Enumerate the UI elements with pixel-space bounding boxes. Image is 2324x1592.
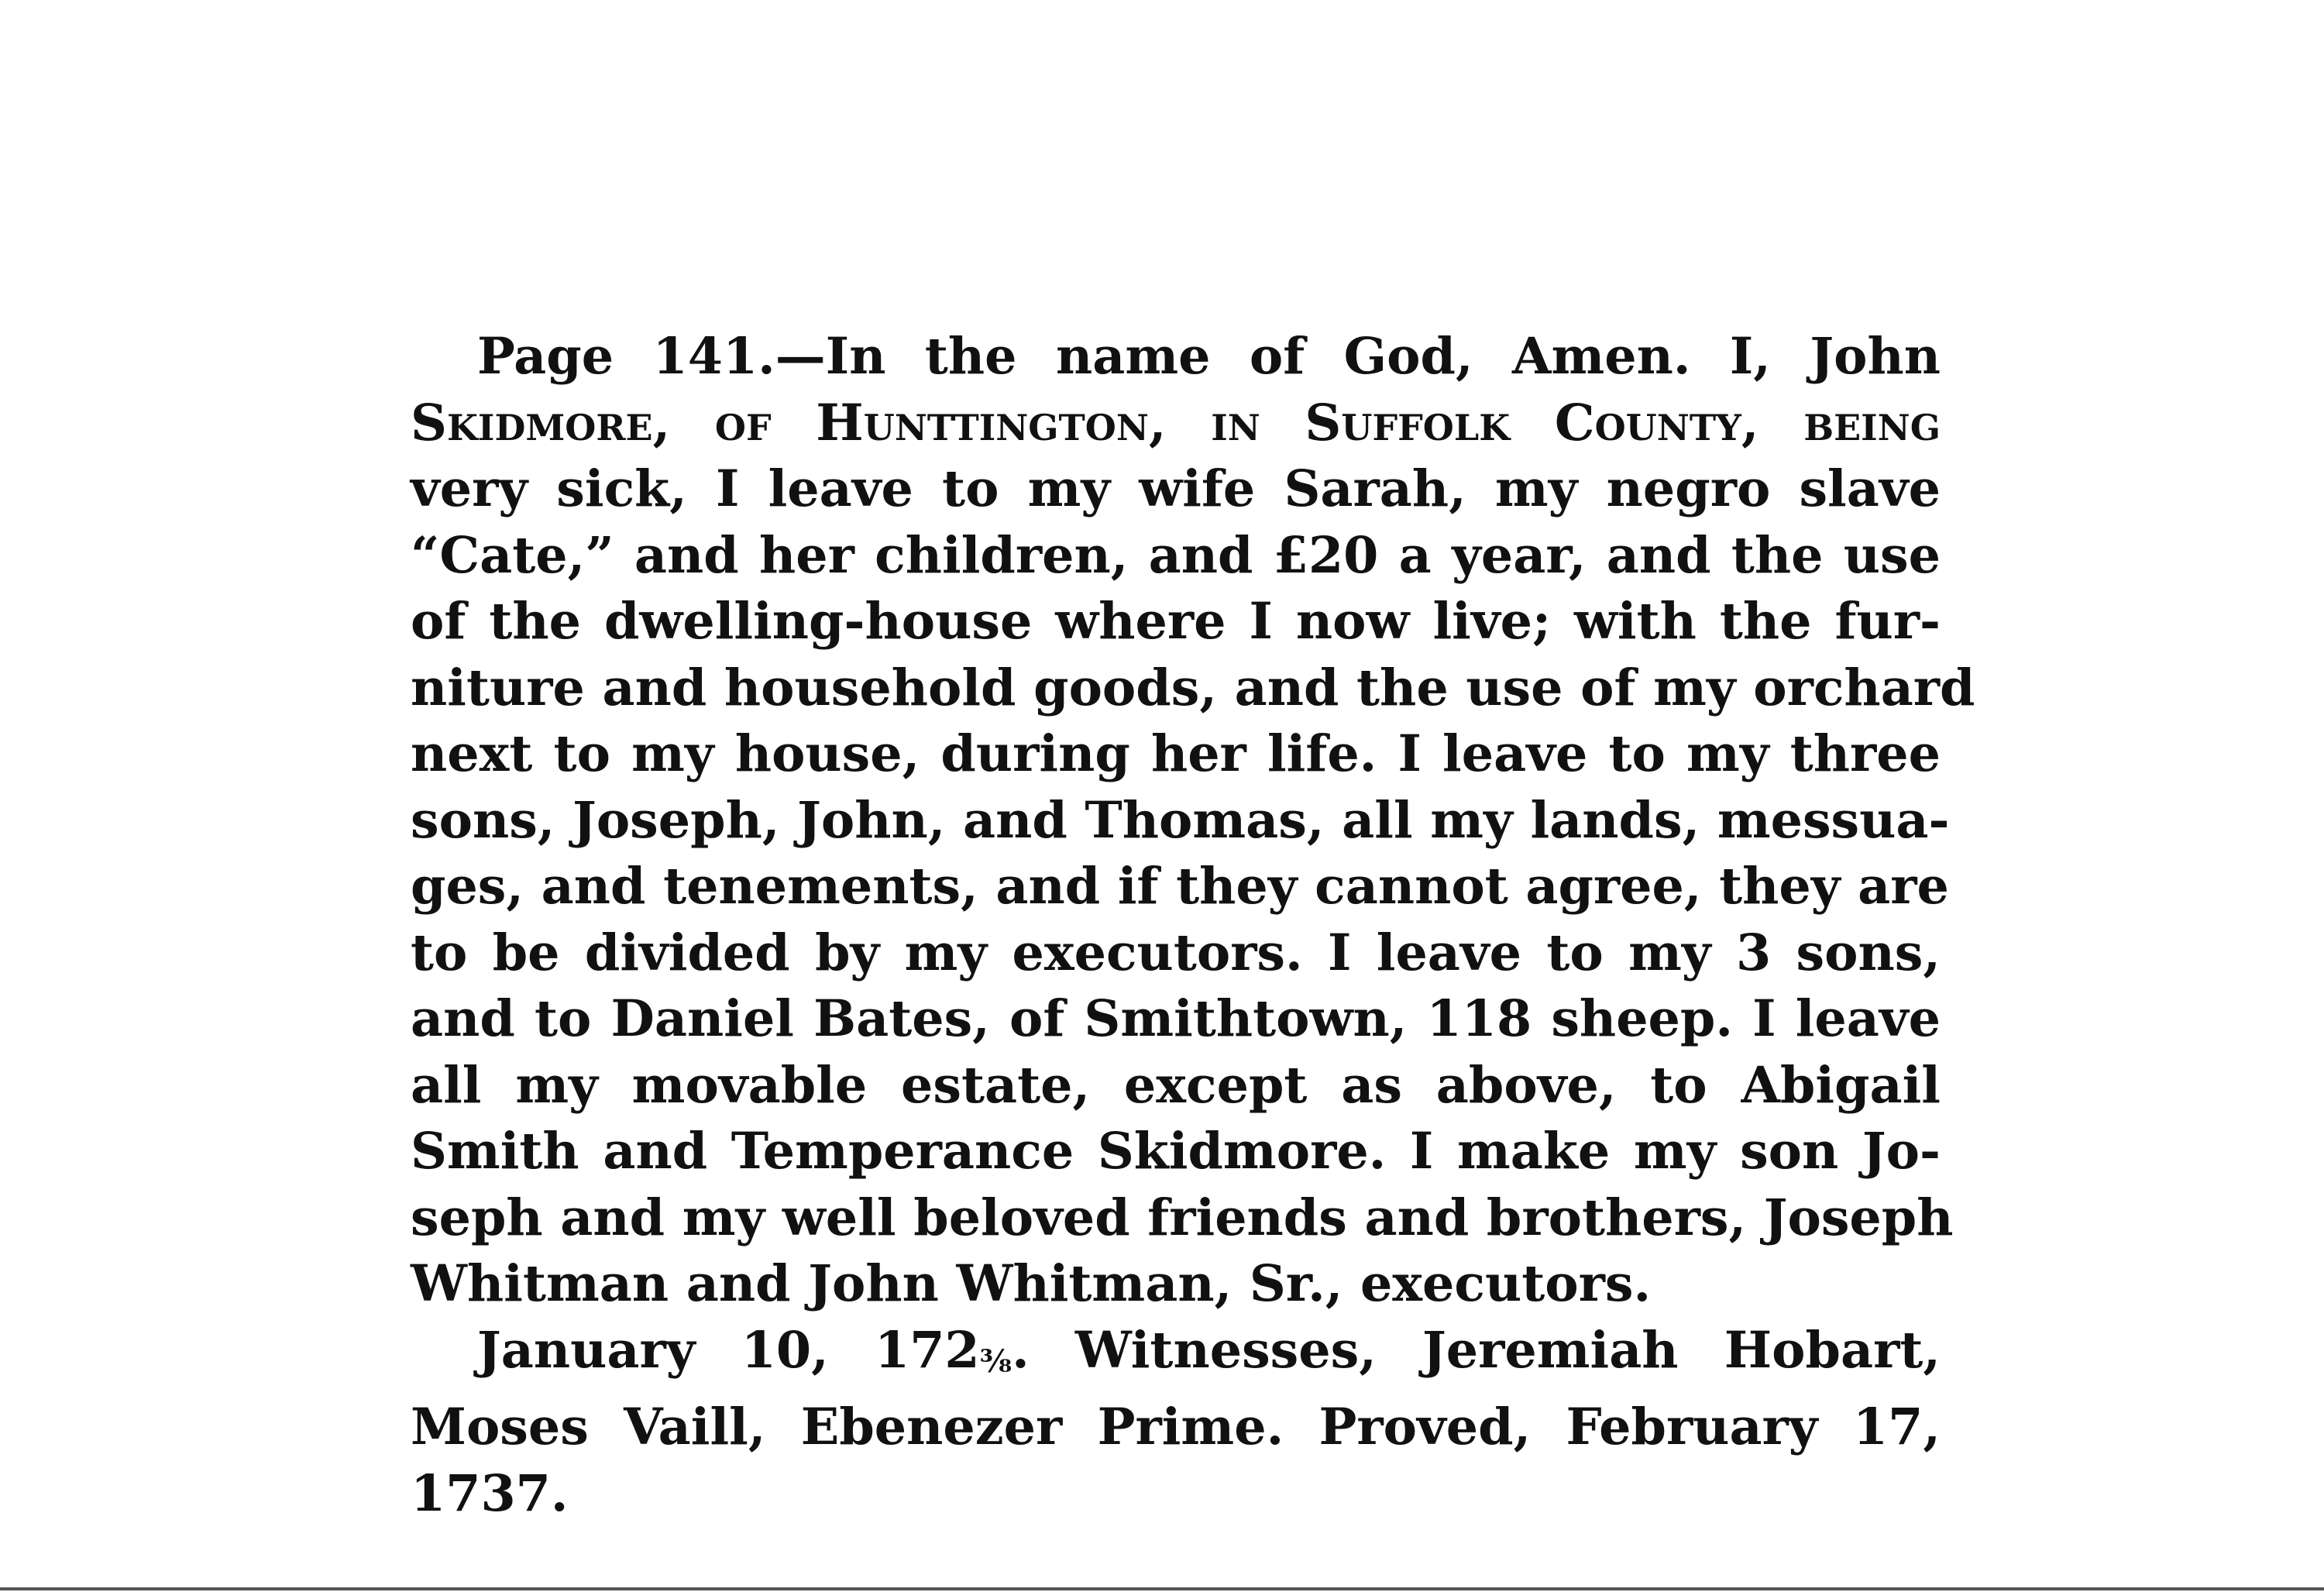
text-line: 1737. bbox=[411, 1463, 569, 1523]
date-witness-line bbox=[411, 1318, 1941, 1395]
text-line: “Cate,” and her children, and £20 a year, and the use bbox=[411, 525, 1941, 585]
text-line: seph and my well beloved friends and brothers, Joseph bbox=[411, 1188, 1954, 1247]
text-line: next to my house, during her life. I leave to my three bbox=[411, 724, 1941, 783]
text-line: to be divided by my executors. I leave to my 3 sons, bbox=[411, 923, 1941, 982]
text-line: Skidmore, of Hunttington, in Suffolk County, being bbox=[411, 393, 1941, 452]
text-line: of the dwelling-house where I now live; with the fur- bbox=[411, 592, 1941, 651]
date-text: January 10, 172 bbox=[477, 1320, 980, 1380]
text-line: Whitman and John Whitman, Sr., executors. bbox=[411, 1254, 1652, 1313]
will-paragraph bbox=[411, 324, 1975, 1318]
text-line: sons, Joseph, John, and Thomas, all my lands, messua- bbox=[411, 790, 1950, 850]
text-line: ges, and tenements, and if they cannot agree, they are bbox=[411, 857, 1949, 916]
text-line: Smith and Temperance Skidmore. I make my son Jo- bbox=[411, 1122, 1941, 1181]
text-line: Page 141.—In the name of God, Amen. I, John bbox=[477, 327, 1941, 386]
text-line: Moses Vaill, Ebenezer Prime. Proved, February 17, bbox=[411, 1398, 1941, 1456]
text-line: very sick, I leave to my wife Sarah, my negro slave bbox=[411, 459, 1941, 518]
page-bottom-edge bbox=[0, 1587, 2324, 1590]
text-line: niture and household goods, and the use of my orchard bbox=[411, 658, 1975, 717]
text-line: all my movable estate, except as above, to Abigail bbox=[411, 1055, 1941, 1115]
text-line: and to Daniel Bates, of Smithtown, 118 sheep. I leave bbox=[411, 989, 1941, 1048]
date-fraction: ⅜ bbox=[979, 1343, 1012, 1380]
witness-text: . Witnesses, Jeremiah Hobart, bbox=[1012, 1320, 1941, 1380]
will-abstract-text bbox=[411, 324, 1975, 1527]
date-witness-paragraph bbox=[411, 1318, 1941, 1528]
